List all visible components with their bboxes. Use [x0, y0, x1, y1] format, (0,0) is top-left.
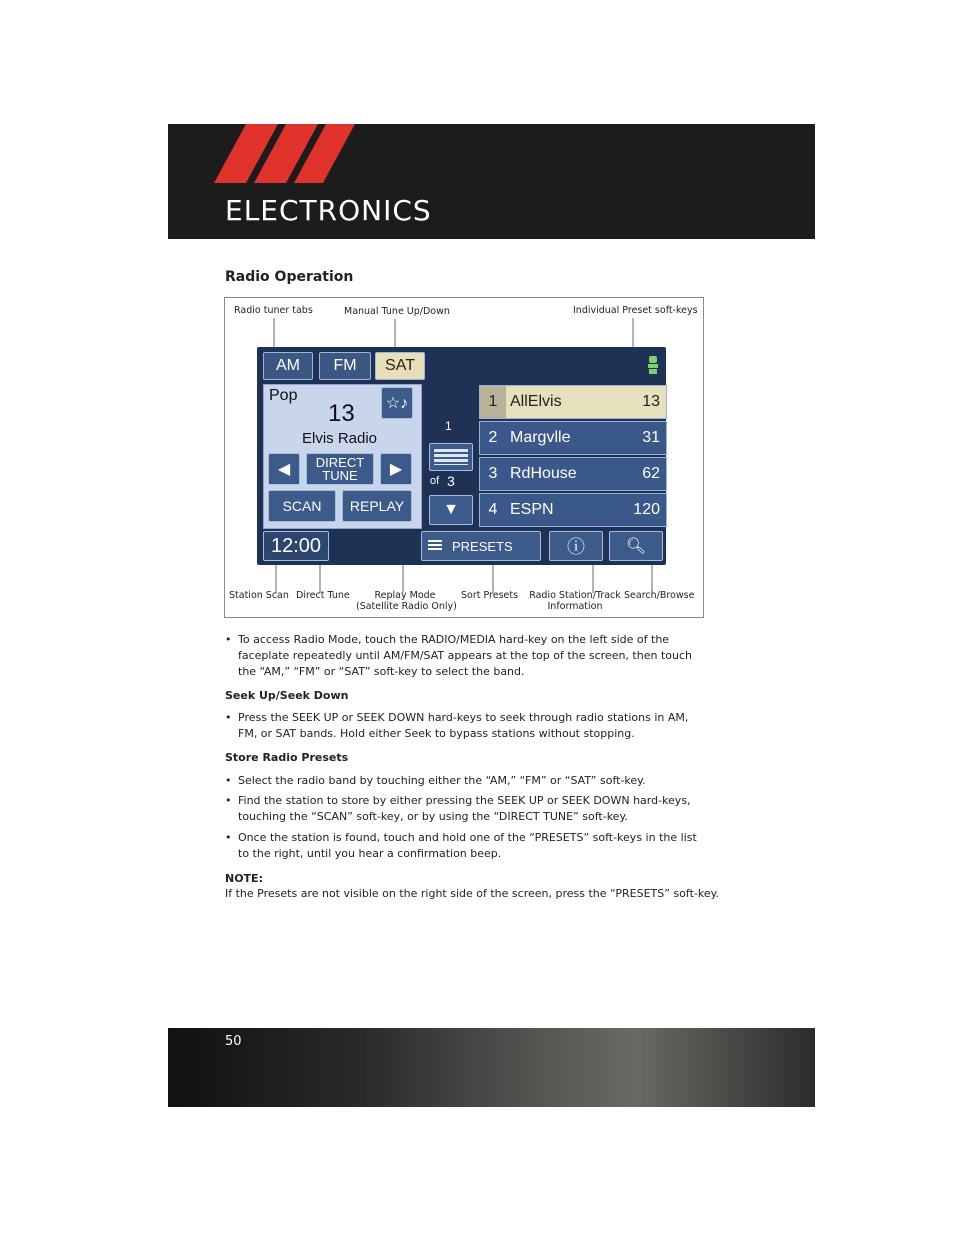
seat-icon	[647, 355, 659, 375]
preset-4[interactable]: 4 ESPN 120	[479, 493, 667, 527]
callout-direct-tune: Direct Tune	[296, 590, 350, 601]
seek-bullet-1: • Press the SEEK UP or SEEK DOWN hard-keys to seek through radio stations in AM, FM, or SAT bands. Hold either Seek to bypass stations without stopping.	[225, 711, 689, 740]
list-icon	[434, 449, 468, 465]
preset-1[interactable]: 1 AllElvis 13	[479, 385, 667, 419]
replay-button[interactable]: REPLAY	[342, 490, 412, 522]
scan-button[interactable]: SCAN	[268, 490, 336, 522]
page-total: 3	[447, 473, 455, 489]
tab-fm[interactable]: FM	[319, 352, 371, 380]
genre-label: Pop	[269, 387, 298, 404]
preset-list-button[interactable]	[429, 443, 473, 471]
info-button[interactable]	[549, 531, 603, 561]
sort-list-icon	[428, 540, 442, 552]
search-button[interactable]	[609, 531, 663, 561]
station-name: Elvis Radio	[302, 430, 378, 447]
presets-label: PRESETS	[452, 538, 513, 554]
callout-individual-presets: Individual Preset soft-keys	[573, 305, 698, 316]
page-number: 50	[225, 1034, 242, 1049]
page-current: 1	[445, 419, 452, 433]
channel-number: 13	[328, 400, 355, 427]
direct-tune-line1: DIRECT	[315, 455, 365, 470]
callout-station-scan: Station Scan	[229, 590, 289, 601]
seek-heading: Seek Up/Seek Down	[225, 689, 349, 702]
page-of: of	[430, 475, 440, 487]
presets-button[interactable]	[421, 531, 541, 561]
preset-2[interactable]: 2 Margvlle 31	[479, 421, 667, 455]
page-down-button[interactable]	[429, 495, 473, 525]
tune-up-button[interactable]	[380, 453, 412, 485]
arrow-left-icon: ◀	[277, 461, 291, 478]
store-bullet-1: • Select the radio band by touching either the “AM,” “FM” or “SAT” soft-key.	[225, 774, 646, 787]
arrow-down-icon: ▼	[443, 501, 459, 518]
tab-sat[interactable]: SAT	[375, 352, 425, 380]
callout-radio-station-info: Radio Station/Track Information	[529, 590, 621, 612]
tune-down-button[interactable]	[268, 453, 300, 485]
info-icon: ⓘ	[567, 537, 585, 557]
callout-manual-tune: Manual Tune Up/Down	[344, 306, 450, 317]
callout-replay-mode: Replay Mode (Satellite Radio Only)	[356, 590, 457, 612]
arrow-right-icon: ▶	[389, 461, 403, 478]
store-bullet-3: • Once the station is found, touch and hold one of the “PRESETS” soft-keys in the list to the right, until you hear a confirmation beep.	[225, 831, 697, 860]
direct-tune-button[interactable]	[306, 453, 374, 485]
radio-touchscreen	[257, 347, 666, 565]
intro-bullet-1: • To access Radio Mode, touch the RADIO/MEDIA hard-key on the left side of the faceplate repeatedly until AM/FM/SAT appears at the top of the screen, then touch the “AM,” “FM” or “SAT” soft-key to select the band.	[225, 633, 692, 678]
preset-3[interactable]: 3 RdHouse 62	[479, 457, 667, 491]
clock-display: 12:00	[263, 531, 329, 561]
store-heading: Store Radio Presets	[225, 751, 349, 764]
section-title: Radio Operation	[225, 269, 354, 285]
tab-am[interactable]: AM	[263, 352, 313, 380]
callout-search-browse: Search/Browse	[624, 590, 695, 601]
direct-tune-line2: TUNE	[322, 468, 358, 483]
callout-radio-tuner-tabs: Radio tuner tabs	[234, 305, 313, 316]
chapter-header	[168, 124, 815, 239]
search-icon: 🔍︎	[625, 538, 647, 555]
note-text: If the Presets are not visible on the right side of the screen, press the “PRESETS” soft-key.	[225, 887, 720, 900]
callout-sort-presets: Sort Presets	[461, 590, 519, 601]
chapter-title: ELECTRONICS	[225, 194, 432, 227]
now-playing-panel	[263, 384, 422, 529]
star-music-icon: ☆♪	[385, 395, 409, 412]
page-footer	[168, 1028, 815, 1107]
note-label: NOTE:	[225, 872, 263, 885]
favorite-button[interactable]	[381, 387, 413, 419]
radio-diagram	[224, 297, 704, 618]
store-bullet-2: • Find the station to store by either pressing the SEEK UP or SEEK DOWN hard-keys, touching the “SCAN” soft-key, or by using the “DIRECT TUNE” soft-key.	[225, 794, 691, 823]
brand-stripes-icon	[168, 124, 368, 186]
